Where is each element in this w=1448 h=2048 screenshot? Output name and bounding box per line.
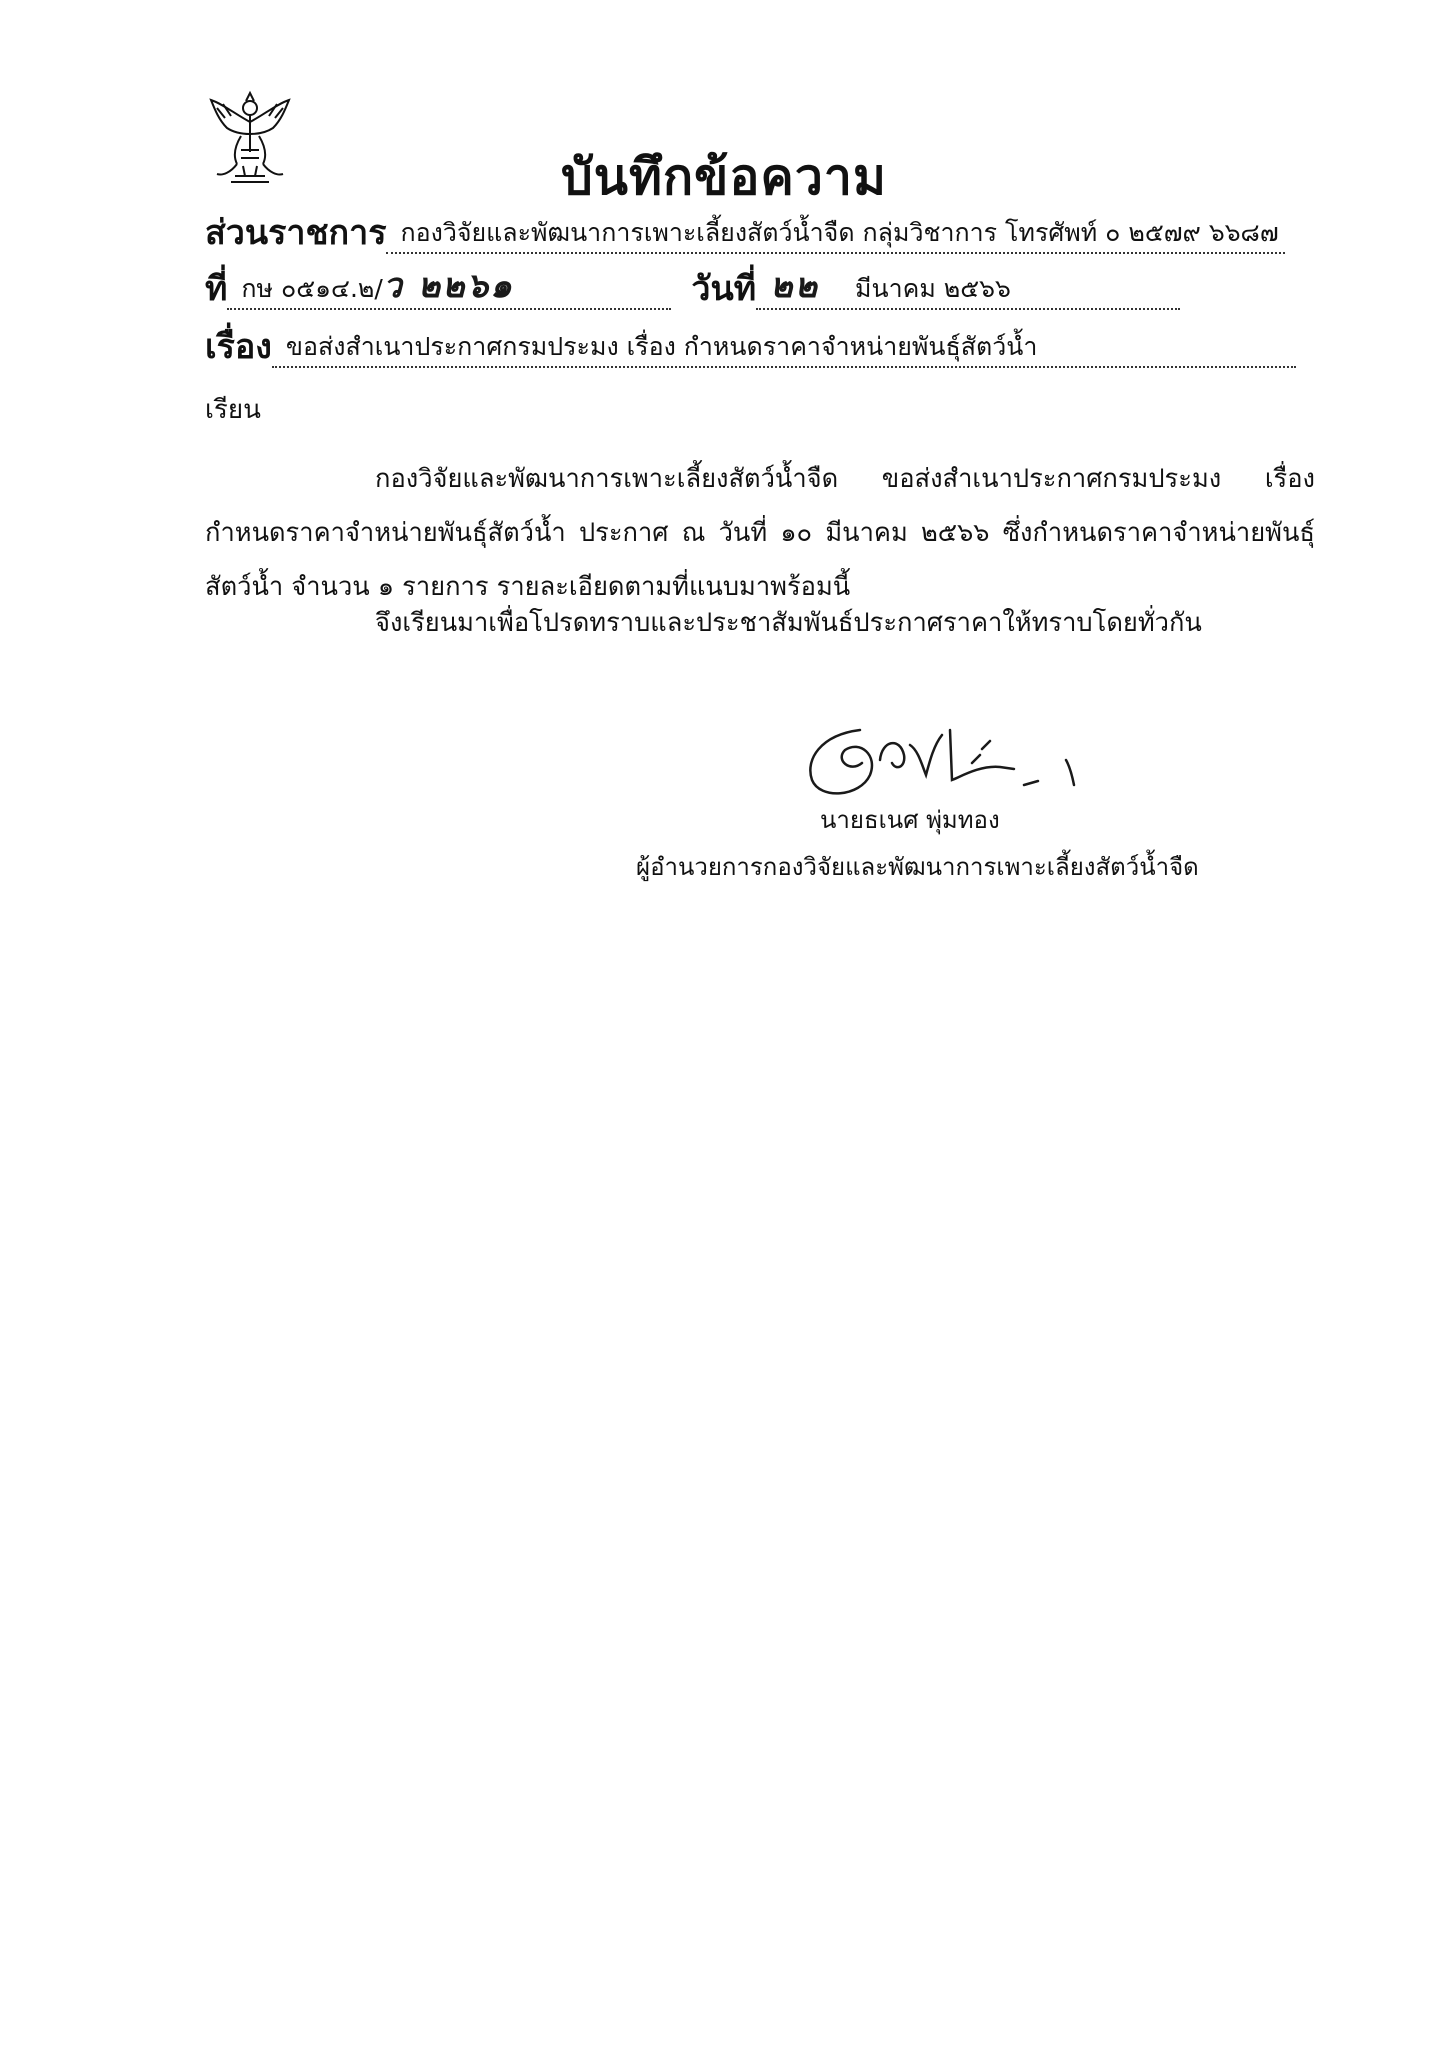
signer-name: นายธเนศ พุ่มทอง bbox=[820, 806, 1000, 834]
body-paragraph: กองวิจัยและพัฒนาการเพาะเลี้ยงสัตว์น้ำจืด ขอส่งสำเนาประกาศกรมประมง เรื่อง กำหนดราคาจำหน่ายพันธุ์สัตว์น้ำ ประกาศ ณ วันที่ ๑๐ มีนาคม ๒๕๖๖ ซึ่งกำหนดราคาจำหน่ายพันธุ์สัตว์น้ำ จำนวน ๑ รายการ รายละเอียดตามที่แนบมาพร้อมนี้ bbox=[205, 464, 1315, 602]
date-label: วันที่ bbox=[691, 269, 757, 309]
closing-line: จึงเรียนมาเพื่อโปรดทราบและประชาสัมพันธ์ประกาศราคาให้ทราบโดยทั่วกัน bbox=[375, 608, 1202, 638]
salutation: เรียน bbox=[205, 395, 261, 425]
subject-row bbox=[205, 326, 1296, 368]
date-month-year: มีนาคม ๒๕๖๖ bbox=[855, 274, 1011, 303]
signer-position: ผู้อำนวยการกองวิจัยและพัฒนาการเพาะเลี้ยงสัตว์น้ำจืด bbox=[636, 853, 1199, 881]
date-handwritten-day: ๒๒ bbox=[770, 266, 819, 306]
subject-label: เรื่อง bbox=[205, 327, 272, 367]
page-title: บันทึกข้อความ bbox=[561, 148, 887, 206]
handwritten-signature-icon bbox=[800, 705, 1110, 815]
reference-row bbox=[205, 268, 1180, 310]
reference-value bbox=[227, 266, 671, 310]
reference-number: กษ ๐๕๑๔.๒/ bbox=[241, 274, 383, 303]
agency-row bbox=[205, 212, 1285, 254]
agency-label: ส่วนราชการ bbox=[205, 213, 387, 253]
reference-label: ที่ bbox=[205, 269, 228, 309]
date-value bbox=[756, 266, 1180, 310]
reference-handwritten-number: ว ๒๒๖๑ bbox=[382, 266, 514, 306]
subject-value: ขอส่งสำเนาประกาศกรมประมง เรื่อง กำหนดราคาจำหน่ายพันธุ์สัตว์น้ำ bbox=[272, 330, 1296, 368]
agency-value: กองวิจัยและพัฒนาการเพาะเลี้ยงสัตว์น้ำจืด กลุ่มวิชาการ โทรศัพท์ ๐ ๒๕๗๙ ๖๖๘๗ bbox=[386, 216, 1285, 254]
